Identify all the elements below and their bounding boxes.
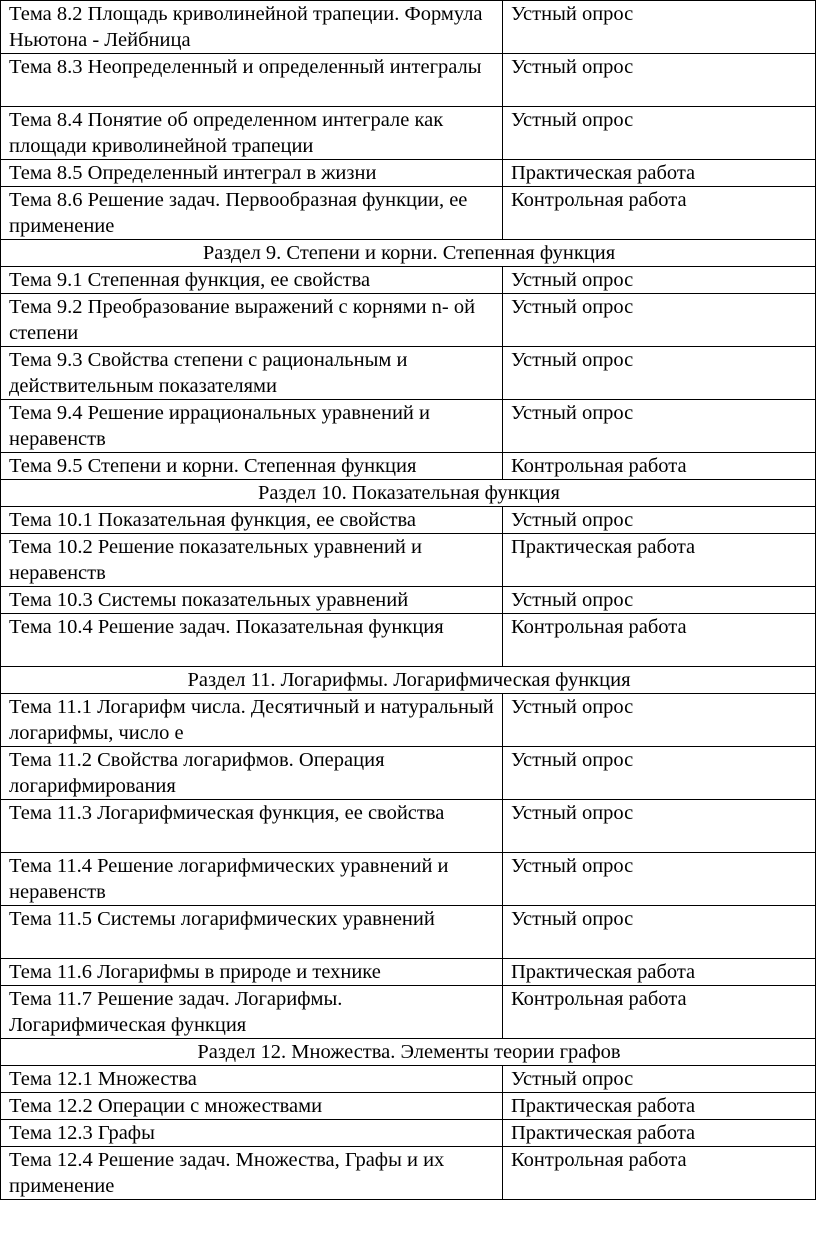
topic-cell: Тема 10.2 Решение показательных уравнений и неравенств: [1, 534, 503, 587]
table-row: [1, 453, 816, 480]
assessment-cell: Устный опрос: [503, 800, 816, 853]
section-title: Раздел 9. Степени и корни. Степенная функция: [1, 240, 816, 267]
assessment-cell: Контрольная работа: [503, 187, 816, 240]
table-row: [1, 400, 816, 453]
topic-cell: Тема 9.5 Степени и корни. Степенная функция: [1, 453, 503, 480]
assessment-cell: Устный опрос: [503, 400, 816, 453]
table-row: [1, 1093, 816, 1120]
assessment-cell: Контрольная работа: [503, 614, 816, 667]
assessment-cell: Практическая работа: [503, 1120, 816, 1147]
topic-cell: Тема 12.4 Решение задач. Множества, Графы и их применение: [1, 1147, 503, 1200]
assessment-cell: Устный опрос: [503, 694, 816, 747]
topic-cell: Тема 11.1 Логарифм числа. Десятичный и натуральный логарифмы, число е: [1, 694, 503, 747]
section-title: Раздел 10. Показательная функция: [1, 480, 816, 507]
table-row: [1, 107, 816, 160]
topic-cell: Тема 8.3 Неопределенный и определенный интегралы: [1, 54, 503, 107]
topic-cell: Тема 8.5 Определенный интеграл в жизни: [1, 160, 503, 187]
table-row: [1, 294, 816, 347]
table-row: [1, 1120, 816, 1147]
assessment-cell: Практическая работа: [503, 959, 816, 986]
topic-cell: Тема 9.4 Решение иррациональных уравнений и неравенств: [1, 400, 503, 453]
table-row: [1, 614, 816, 667]
topic-cell: Тема 12.3 Графы: [1, 1120, 503, 1147]
section-row: [1, 480, 816, 507]
table-row: [1, 694, 816, 747]
assessment-cell: Устный опрос: [503, 107, 816, 160]
assessment-cell: Контрольная работа: [503, 1147, 816, 1200]
table-row: [1, 54, 816, 107]
assessment-cell: Устный опрос: [503, 587, 816, 614]
topic-cell: Тема 10.3 Системы показательных уравнений: [1, 587, 503, 614]
topic-cell: Тема 11.4 Решение логарифмических уравнений и неравенств: [1, 853, 503, 906]
table-row: [1, 587, 816, 614]
topic-cell: Тема 9.2 Преобразование выражений с корнями n- ой степени: [1, 294, 503, 347]
table-row: [1, 267, 816, 294]
section-row: [1, 240, 816, 267]
table-row: [1, 160, 816, 187]
assessment-cell: Устный опрос: [503, 747, 816, 800]
assessment-cell: Устный опрос: [503, 267, 816, 294]
topic-cell: Тема 9.1 Степенная функция, ее свойства: [1, 267, 503, 294]
assessment-cell: Устный опрос: [503, 1066, 816, 1093]
table-row: [1, 906, 816, 959]
table-row: [1, 507, 816, 534]
assessment-cell: Устный опрос: [503, 906, 816, 959]
table-row: [1, 986, 816, 1039]
assessment-cell: Устный опрос: [503, 1, 816, 54]
assessment-cell: Контрольная работа: [503, 453, 816, 480]
table-row: [1, 800, 816, 853]
assessment-cell: Практическая работа: [503, 1093, 816, 1120]
table-row: [1, 959, 816, 986]
topic-cell: Тема 11.7 Решение задач. Логарифмы. Логарифмическая функция: [1, 986, 503, 1039]
section-row: [1, 1039, 816, 1066]
topic-cell: Тема 8.4 Понятие об определенном интеграле как площади криволинейной трапеции: [1, 107, 503, 160]
assessment-cell: Практическая работа: [503, 534, 816, 587]
assessment-cell: Устный опрос: [503, 347, 816, 400]
assessment-cell: Контрольная работа: [503, 986, 816, 1039]
assessment-cell: Устный опрос: [503, 507, 816, 534]
table-row: [1, 1, 816, 54]
topic-cell: Тема 12.1 Множества: [1, 1066, 503, 1093]
table-row: [1, 187, 816, 240]
section-title: Раздел 11. Логарифмы. Логарифмическая функция: [1, 667, 816, 694]
section-row: [1, 667, 816, 694]
topic-cell: Тема 8.2 Площадь криволинейной трапеции. Формула Ньютона - Лейбница: [1, 1, 503, 54]
table-row: [1, 534, 816, 587]
table-row: [1, 347, 816, 400]
topic-cell: Тема 11.2 Свойства логарифмов. Операция логарифмирования: [1, 747, 503, 800]
topic-cell: Тема 11.6 Логарифмы в природе и технике: [1, 959, 503, 986]
topic-cell: Тема 11.3 Логарифмическая функция, ее свойства: [1, 800, 503, 853]
assessment-cell: Практическая работа: [503, 160, 816, 187]
table-row: [1, 747, 816, 800]
topic-cell: Тема 11.5 Системы логарифмических уравнений: [1, 906, 503, 959]
topic-cell: Тема 12.2 Операции с множествами: [1, 1093, 503, 1120]
topic-cell: Тема 10.1 Показательная функция, ее свойства: [1, 507, 503, 534]
table-row: [1, 1147, 816, 1200]
table-body: [1, 1, 816, 1200]
table-row: [1, 1066, 816, 1093]
topic-cell: Тема 9.3 Свойства степени с рациональным и действительным показателями: [1, 347, 503, 400]
table-row: [1, 853, 816, 906]
topic-cell: Тема 8.6 Решение задач. Первообразная функции, ее применение: [1, 187, 503, 240]
assessment-cell: Устный опрос: [503, 54, 816, 107]
topic-cell: Тема 10.4 Решение задач. Показательная функция: [1, 614, 503, 667]
assessment-cell: Устный опрос: [503, 294, 816, 347]
assessment-cell: Устный опрос: [503, 853, 816, 906]
section-title: Раздел 12. Множества. Элементы теории графов: [1, 1039, 816, 1066]
